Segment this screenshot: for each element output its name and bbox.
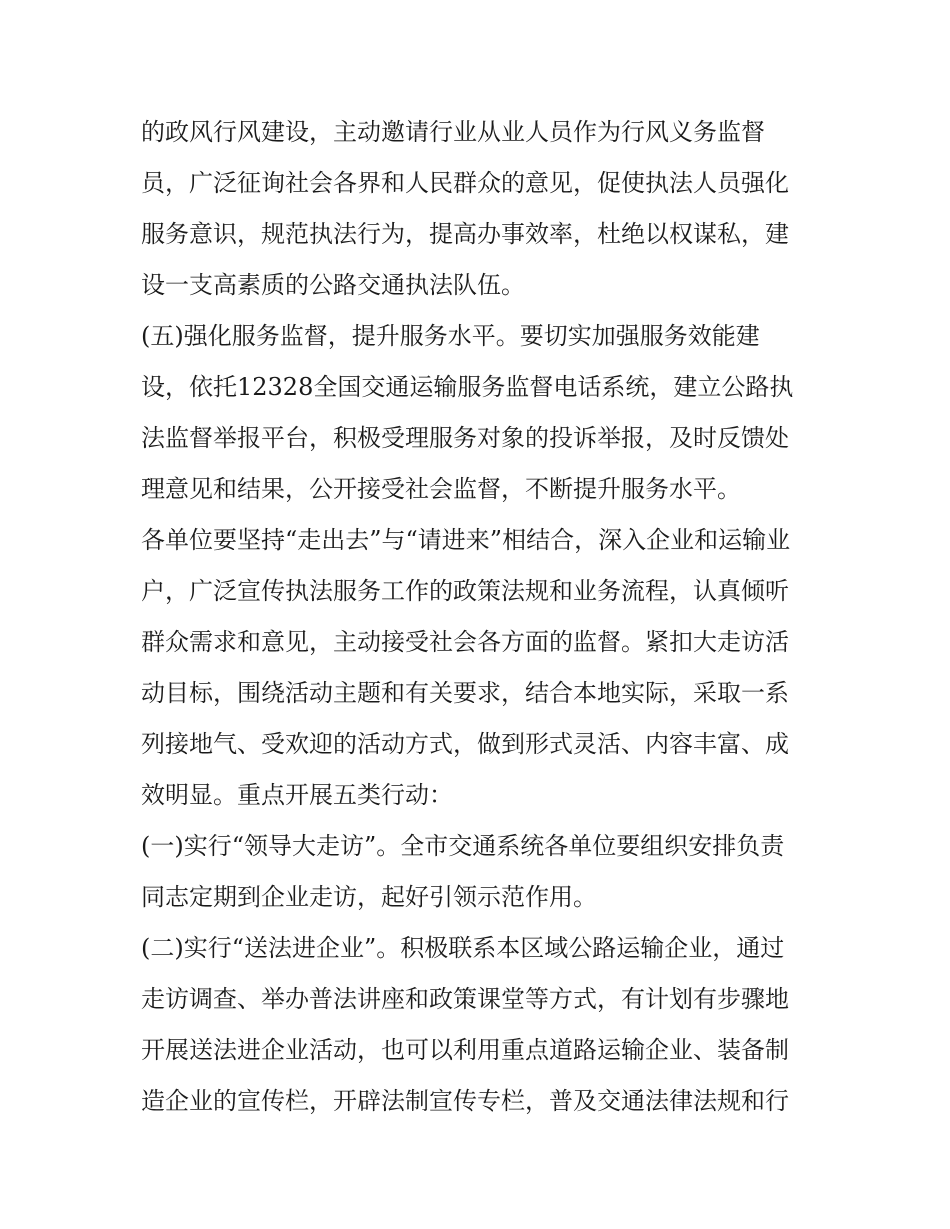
text-line: 效明显。重点开展五类行动：	[141, 781, 453, 809]
text-line: 走访调查、举办普法讲座和政策课堂等方式，有计划有步骤地	[141, 985, 789, 1013]
text-line: 的政风行风建设，主动邀请行业从业人员作为行风义务监督	[141, 118, 765, 146]
text-line: 各单位要坚持“走出去”与“请进来”相结合，深入企业和运输业	[141, 526, 791, 554]
text-line: (二)实行“送法进企业”。积极联系本区域公路运输企业，通过	[141, 934, 785, 962]
text-line: 开展送法进企业活动，也可以利用重点道路运输企业、装备制	[141, 1036, 789, 1064]
text-line: 员，广泛征询社会各界和人民群众的意见，促使执法人员强化	[141, 169, 789, 197]
text-line: 同志定期到企业走访，起好引领示范作用。	[141, 883, 597, 911]
text-line: 服务意识，规范执法行为，提高办事效率，杜绝以权谋私，建	[141, 220, 789, 248]
text-line: 理意见和结果，公开接受社会监督，不断提升服务水平。	[141, 475, 741, 503]
text-line: 户，广泛宣传执法服务工作的政策法规和业务流程，认真倾听	[141, 577, 789, 605]
body-text	[141, 107, 821, 1127]
text-line: 设，依托12328全国交通运输服务监督电话系统，建立公路执	[141, 373, 794, 401]
text-line: 动目标，围绕活动主题和有关要求，结合本地实际，采取一系	[141, 679, 789, 707]
text-line: 造企业的宣传栏，开辟法制宣传专栏，普及交通法律法规和行	[141, 1087, 789, 1115]
text-line: 设一支高素质的公路交通执法队伍。	[141, 271, 525, 299]
text-line: 列接地气、受欢迎的活动方式，做到形式灵活、内容丰富、成	[141, 730, 789, 758]
text-line: 法监督举报平台，积极受理服务对象的投诉举报，及时反馈处	[141, 424, 789, 452]
text-line: 群众需求和意见，主动接受社会各方面的监督。紧扣大走访活	[141, 628, 789, 656]
text-line: (五)强化服务监督，提升服务水平。要切实加强服务效能建	[141, 322, 760, 350]
text-line: (一)实行“领导大走访”。全市交通系统各单位要组织安排负责	[141, 832, 785, 860]
